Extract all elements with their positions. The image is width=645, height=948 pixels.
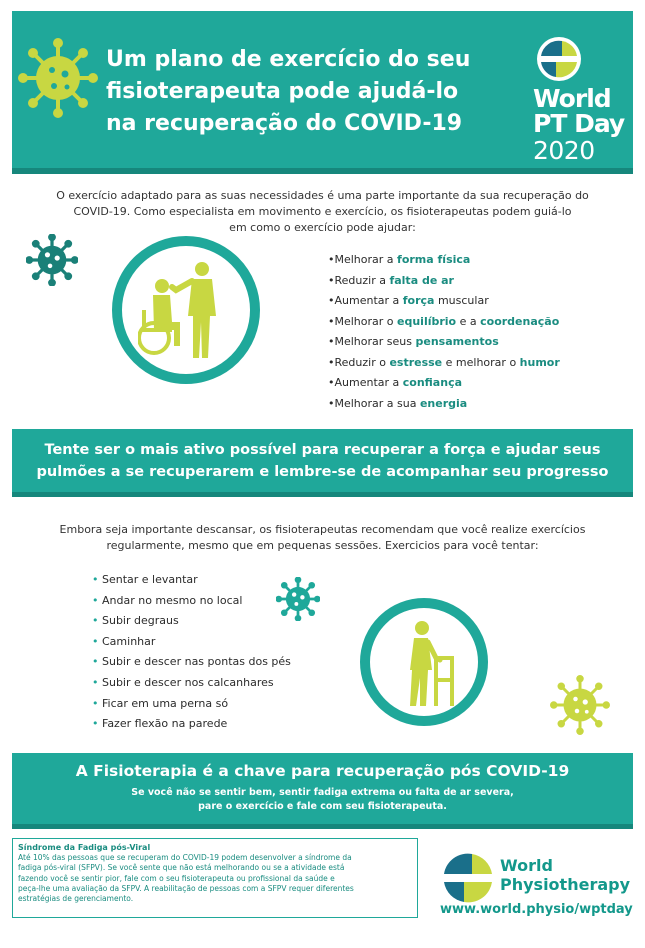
intro-line: O exercício adaptado para as suas necessidades é uma parte importante da sua recuperação do xyxy=(56,189,589,202)
activity-banner-title xyxy=(12,439,633,483)
pfs-line: peça-lhe uma avaliação da SFPV. A reabilitação de pessoas com a SFPV requer diferentes xyxy=(18,883,354,893)
benefit-item: •Aumentar a confiança xyxy=(328,376,463,389)
virus-icon xyxy=(550,675,610,735)
logo-year: 2020 xyxy=(533,136,595,165)
post-viral-fatigue-box xyxy=(12,838,418,918)
benefit-item: •Melhorar seus pensamentos xyxy=(328,335,499,348)
exercise-intro-line: Embora seja importante descansar, os fisioterapeutas recomendam que você realize exercícios xyxy=(59,523,586,536)
walker-illustration xyxy=(360,598,488,726)
banner-line: Tente ser o mais ativo possível para recuperar a força e ajudar seus xyxy=(44,442,601,458)
intro-line: COVID-19. Como especialista em movimento e exercício, os fisioterapeutas podem guiá-lo xyxy=(73,205,572,218)
footer-name-line: Physiotherapy xyxy=(500,875,631,894)
world-pt-day-logo xyxy=(518,36,628,164)
exercise-item: • Subir e descer nas pontas dos pés xyxy=(92,652,291,673)
pfs-title: Síndrome da Fadiga pós-Viral xyxy=(18,843,151,852)
exercise-item: • Fazer flexão na parede xyxy=(92,714,291,735)
world-pt-day-emblem-icon xyxy=(536,36,582,82)
exercise-list xyxy=(92,570,291,735)
physio-assist-illustration xyxy=(112,236,260,384)
key-message-subtitle xyxy=(12,786,633,814)
key-message-title: A Fisioterapia é a chave para recuperação pós COVID-19 xyxy=(75,762,570,780)
benefit-item: •Reduzir o estresse e melhorar o humor xyxy=(328,355,560,369)
subtitle-line: pare o exercício e fale com seu fisioterapeuta. xyxy=(198,801,447,812)
title-line: na recuperação do COVID-19 xyxy=(106,111,463,136)
subtitle-line: Se você não se sentir bem, sentir fadiga extrema ou falta de ar severa, xyxy=(131,787,514,798)
key-message-banner xyxy=(12,753,633,829)
exercise-item: • Subir e descer nos calcanhares xyxy=(92,673,291,694)
person-with-walker-icon xyxy=(392,618,462,710)
exercise-item: • Subir degraus xyxy=(92,611,291,632)
world-physiotherapy-name xyxy=(500,856,630,894)
exercise-item: • Caminhar xyxy=(92,632,291,653)
exercise-item: • Andar no mesmo no local xyxy=(92,591,291,612)
benefit-item: •Melhorar a forma física xyxy=(328,253,471,266)
title-line: fisioterapeuta pode ajudá-lo xyxy=(106,79,459,104)
footer-name-line: World xyxy=(500,856,553,875)
pfs-line: fadiga pós-viral (SFPV). Se você sente que não está melhorando ou se a atividade está xyxy=(18,863,345,873)
exercise-item: • Sentar e levantar xyxy=(92,570,291,591)
benefit-item: •Melhorar a sua energia xyxy=(328,396,468,410)
virus-icon xyxy=(276,577,320,621)
benefits-list xyxy=(328,250,560,414)
pfs-line: Até 10% das pessoas que se recuperam do COVID-19 podem desenvolver a síndrome da xyxy=(18,853,352,862)
title-line: Um plano de exercício do seu xyxy=(106,47,471,72)
virus-icon xyxy=(26,234,78,286)
logo-text xyxy=(533,86,624,136)
intro-line: em como o exercício pode ajudar: xyxy=(229,221,416,234)
exercise-intro xyxy=(30,522,615,554)
world-physiotherapy-emblem-icon xyxy=(438,848,498,908)
pfs-line: fazendo você se sentir pior, fale com o seu fisioterapeuta ou profissional da saúde e xyxy=(18,873,335,883)
virus-icon xyxy=(18,38,98,118)
logo-word-ptday: PT Day xyxy=(533,109,625,138)
exercise-item: • Ficar em uma perna só xyxy=(92,694,291,715)
benefit-item: •Reduzir a falta de ar xyxy=(328,273,454,287)
logo-word-world: World xyxy=(533,84,611,113)
physio-with-patient-icon xyxy=(138,260,234,360)
exercise-intro-line: regularmente, mesmo que em pequenas sessões. Exercicios para você tentar: xyxy=(106,539,539,552)
page-title xyxy=(106,44,526,140)
intro-text xyxy=(30,188,615,236)
benefit-item: •Melhorar o equilíbrio e a coordenação xyxy=(328,314,560,328)
pfs-body xyxy=(18,853,412,904)
benefit-item: •Aumentar a força muscular xyxy=(328,294,489,307)
footer-url-link[interactable]: www.world.physio/wptday xyxy=(440,902,633,917)
pfs-line: estratégias de gerenciamento. xyxy=(18,894,134,904)
activity-banner xyxy=(12,429,633,497)
banner-line: pulmões a se recuperarem e lembre-se de acompanhar seu progresso xyxy=(36,464,609,480)
